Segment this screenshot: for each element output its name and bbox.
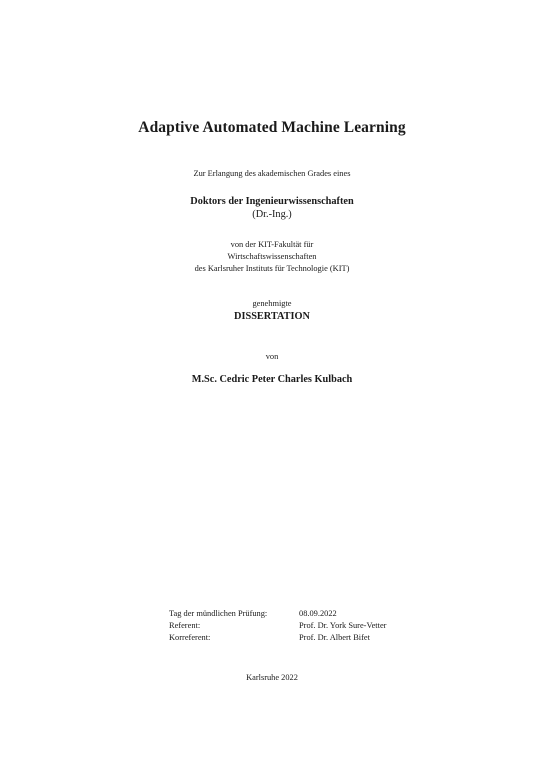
degree-abbreviation: (Dr.-Ing.) xyxy=(252,209,292,220)
detail-label: Korreferent: xyxy=(169,633,211,642)
degree-purpose: Zur Erlangung des akademischen Grades eines xyxy=(193,169,351,178)
detail-value: 08.09.2022 xyxy=(299,609,337,618)
approved-label: genehmigte xyxy=(252,299,292,308)
examination-details xyxy=(169,608,386,644)
detail-value: Prof. Dr. York Sure-Vetter xyxy=(299,621,387,630)
place-and-year: Karlsruhe 2022 xyxy=(246,673,298,682)
detail-label: Referent: xyxy=(169,621,201,630)
faculty-line: Wirtschaftswissenschaften xyxy=(227,252,317,261)
detail-row xyxy=(169,632,386,644)
detail-row xyxy=(169,608,386,620)
detail-row xyxy=(169,620,386,632)
by-label: von xyxy=(265,352,279,361)
author-name: M.Sc. Cedric Peter Charles Kulbach xyxy=(191,374,353,385)
faculty-line: des Karlsruher Instituts für Technologie (KIT) xyxy=(194,264,350,273)
dissertation-label: DISSERTATION xyxy=(234,311,310,322)
degree-name: Doktors der Ingenieurwissenschaften xyxy=(190,196,354,207)
detail-value: Prof. Dr. Albert Bifet xyxy=(299,633,370,642)
detail-label: Tag der mündlichen Prüfung: xyxy=(169,609,268,618)
faculty-line: von der KIT-Fakultät für xyxy=(230,240,314,249)
thesis-title: Adaptive Automated Machine Learning xyxy=(138,119,406,136)
